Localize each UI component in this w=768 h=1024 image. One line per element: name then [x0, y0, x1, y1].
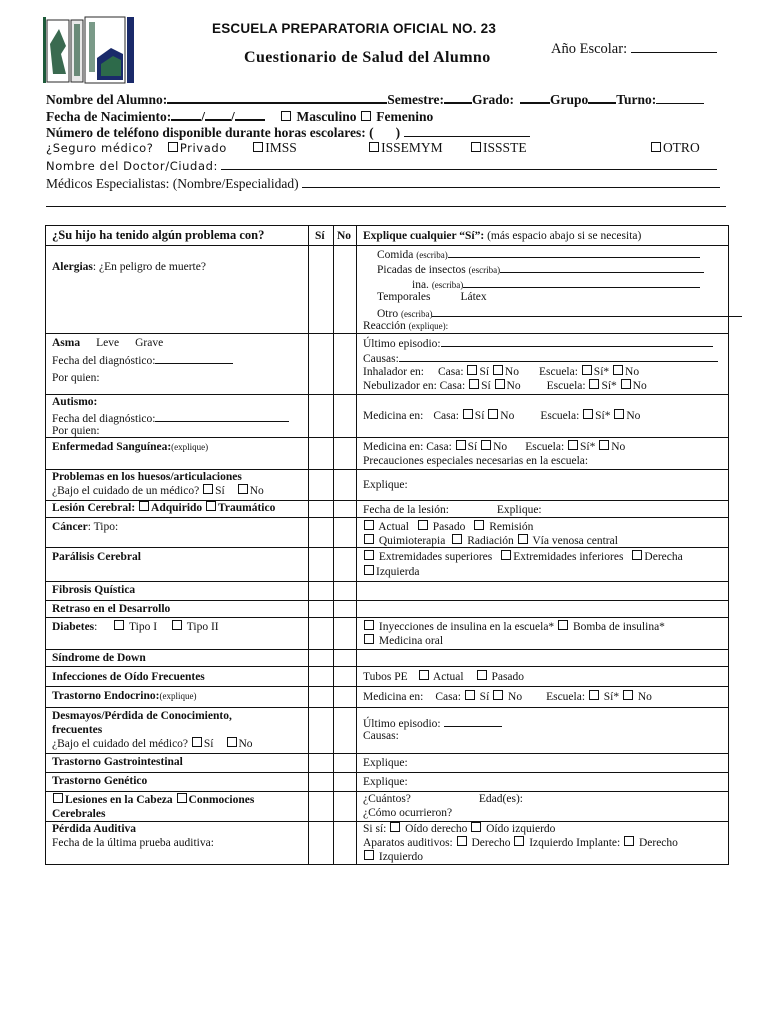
allergy-seasonal-row [377, 290, 487, 304]
brain-injury-label: Lesión Cerebral: [52, 502, 136, 514]
nebulizer-school-label: Escuela: [546, 380, 586, 392]
autism-medicine-row [363, 409, 640, 423]
date-slash-2: / [230, 109, 235, 124]
allergy-medicine-hint: (escriba) [431, 280, 464, 290]
row-divider [46, 666, 728, 667]
endocrine-home-no-checkbox[interactable] [493, 690, 503, 700]
blood-school-label: Escuela: [525, 441, 565, 453]
blood-school-no-checkbox[interactable] [599, 440, 609, 450]
autism-school-yes: Sí* [595, 410, 611, 422]
bone-care-no-checkbox[interactable] [238, 484, 248, 494]
aid-left-implant-label: Izquierdo Implante: [529, 837, 621, 849]
allergy-other-label: Otro [377, 308, 399, 320]
allergy-insects-hint: (escriba) [468, 265, 501, 275]
blood-home-yes: Sí [467, 441, 478, 453]
row-divider [46, 581, 728, 582]
diabetes-label: Diabetes [52, 621, 95, 633]
issste-label: ISSSTE [483, 140, 527, 155]
school-logo-graphic [41, 14, 136, 86]
left-ear-checkbox[interactable] [471, 822, 481, 832]
fainting-care-yes: Sí [203, 738, 214, 750]
head-count-row [363, 792, 523, 806]
cancer-remission-checkbox[interactable] [474, 520, 484, 530]
autism-home-yes-checkbox[interactable] [463, 409, 473, 419]
pe-tubes-current: Actual [432, 671, 464, 683]
insulin-injections-checkbox[interactable] [364, 620, 374, 630]
blood-home-no-checkbox[interactable] [481, 440, 491, 450]
oral-medicine-label: Medicina oral [378, 635, 444, 647]
specialists-row [46, 175, 720, 192]
hearing-ear-row [363, 822, 555, 836]
school-name: ESCUELA PREPARATORIA OFICIAL NO. 23 [212, 21, 497, 36]
row-divider [46, 333, 728, 334]
developmental-delay-label: Retraso en el Desarrollo [52, 603, 171, 615]
row-divider [46, 617, 728, 618]
down-syndrome-label: Síndrome de Down [52, 652, 146, 664]
injury-explain-label: Explique: [496, 504, 542, 516]
asthma-last-episode-input[interactable] [441, 335, 713, 347]
table-header-explain-rest: (más espacio abajo si se necesita) [487, 230, 642, 242]
cancer-status-row [363, 520, 533, 534]
left-ear-label: Oído izquierdo [486, 823, 556, 835]
blood-home-yes-checkbox[interactable] [456, 440, 466, 450]
inhaler-home-yes: Sí [479, 366, 490, 378]
autism-school-yes-checkbox[interactable] [583, 409, 593, 419]
fainting-care-row [52, 737, 253, 751]
blood-precautions: Precauciones especiales necesarias en la escuela: [363, 455, 589, 467]
inhaler-school-no-checkbox[interactable] [613, 365, 623, 375]
type2-checkbox[interactable] [172, 620, 182, 630]
allergies-label [52, 260, 206, 274]
hearing-aids-row [363, 836, 678, 850]
inhaler-label: Inhalador en: [363, 366, 424, 378]
bone-care-yes: Sí [215, 485, 225, 497]
endocrine-hint: (explique) [159, 691, 197, 701]
cerebral-label: Cerebrales [52, 808, 106, 820]
phone-input[interactable] [404, 124, 530, 137]
table-header-question: ¿Su hijo ha tenido algún problema con? [52, 228, 265, 242]
birthdate-row [46, 107, 433, 125]
allergy-food-label: Comida [377, 249, 414, 261]
endocrine-school-no-checkbox[interactable] [623, 690, 633, 700]
gastro-explain: Explique: [363, 757, 408, 769]
cerebral-palsy-label: Parálisis Cerebral [52, 551, 141, 563]
inhaler-row [363, 365, 639, 379]
endocrine-medicine-label: Medicina en: [363, 691, 424, 703]
brain-injury-traumatic: Traumático [218, 502, 276, 514]
group-label: Grupo [550, 92, 589, 107]
fainting-care-no: No [238, 738, 253, 750]
gastro-label: Trastorno Gastrointestinal [52, 756, 183, 768]
allergy-seasonal-label: Temporales [377, 291, 431, 303]
fainting-care-no-checkbox[interactable] [227, 737, 237, 747]
endocrine-school-yes: Sí* [603, 691, 620, 703]
insulin-pump-label: Bomba de insulina* [572, 621, 665, 633]
bone-care-no: No [249, 485, 264, 497]
endocrine-medicine-row [363, 690, 652, 704]
injury-date-label: Fecha de la lesión: [363, 504, 449, 516]
cancer-current-checkbox[interactable] [364, 520, 374, 530]
bone-problems-label: Problemas en los huesos/articulaciones [52, 471, 242, 483]
cancer-past: Pasado [432, 521, 466, 533]
asthma-diagnosis-row [52, 352, 233, 368]
pe-tubes-past: Pasado [491, 671, 525, 683]
specialists-label: Médicos Especialistas: (Nombre/Especialidad) [46, 176, 299, 191]
allergy-reaction-label: Reacción [363, 320, 406, 332]
pe-tubes-current-checkbox[interactable] [419, 670, 429, 680]
right-side-label: Derecha [644, 551, 683, 563]
school-year-label: Año Escolar: [551, 41, 628, 57]
asthma-by-whom: Por quien: [52, 372, 100, 384]
asthma-causes-row [363, 350, 718, 366]
type2-label: Tipo II [186, 621, 219, 633]
oral-medicine-row [363, 634, 443, 648]
fainting-care-yes-checkbox[interactable] [192, 737, 202, 747]
palsy-limbs-row [363, 550, 683, 564]
hearing-loss-label: Pérdida Auditiva [52, 823, 137, 835]
palsy-left-row [363, 565, 419, 579]
date-slash-1: / [201, 109, 205, 124]
asthma-last-episode-row [363, 335, 713, 351]
birth-day-input[interactable] [171, 107, 201, 121]
autism-home-yes: Sí [474, 410, 485, 422]
row-divider [46, 649, 728, 650]
autism-label: Autismo: [52, 396, 98, 408]
female-label: Femenino [376, 109, 434, 124]
nebulizer-home-no: No [506, 380, 521, 392]
grade-label: Grado: [472, 92, 514, 107]
shift-label: Turno: [616, 92, 657, 107]
endocrine-home-yes: Sí [479, 691, 490, 703]
allergy-food-input[interactable] [448, 246, 700, 258]
bone-explain: Explique: [363, 479, 408, 491]
allergy-medicine-label: ina. [412, 279, 429, 291]
row-divider [46, 772, 728, 773]
pe-tubes-past-checkbox[interactable] [477, 670, 487, 680]
lower-limbs-checkbox[interactable] [501, 550, 511, 560]
insurance-row [46, 140, 700, 156]
school-logo [41, 14, 136, 86]
issemym-checkbox[interactable] [369, 142, 379, 152]
radiation-checkbox[interactable] [452, 534, 462, 544]
left-side-label: Izquierda [376, 566, 420, 578]
shift-input[interactable] [656, 91, 704, 104]
male-checkbox[interactable] [281, 111, 291, 121]
inhaler-school-no: No [625, 366, 640, 378]
birth-year-input[interactable] [235, 107, 265, 121]
insulin-injections-label: Inyecciones de insulina en la escuela* [378, 621, 555, 633]
row-divider [46, 394, 728, 395]
asthma-last-episode-label: Último episodio: [363, 338, 441, 350]
allergy-other-hint: (escriba) [400, 309, 433, 319]
blood-home-no: No [493, 441, 508, 453]
blood-school-yes-checkbox[interactable] [568, 440, 578, 450]
concussions-label: Conmociones [188, 794, 255, 806]
head-injuries-label: Lesiones en la Cabeza [65, 794, 173, 806]
insulin-pump-checkbox[interactable] [558, 620, 568, 630]
implant-left-checkbox[interactable] [364, 850, 374, 860]
cancer-treatment-row [363, 534, 618, 548]
nebulizer-row [363, 379, 647, 393]
inhaler-school-label: Escuela: [538, 366, 578, 378]
phone-row [46, 124, 530, 141]
upper-limbs-checkbox[interactable] [364, 550, 374, 560]
inhaler-home-no-checkbox[interactable] [493, 365, 503, 375]
blood-disease-label: Enfermedad Sanguínea: [52, 441, 172, 453]
phone-label: Número de teléfono disponible durante horas escolares: ( [46, 125, 374, 140]
bone-care-row [52, 484, 264, 498]
inhaler-home-no: No [504, 366, 519, 378]
lower-limbs-label: Extremidades inferiores [513, 551, 624, 563]
endocrine-school-yes-checkbox[interactable] [589, 690, 599, 700]
endocrine-home-no: No [508, 691, 523, 703]
autism-home-no: No [500, 410, 515, 422]
inhaler-school-yes-checkbox[interactable] [582, 365, 592, 375]
brain-injury-acquired-checkbox[interactable] [139, 501, 149, 511]
cystic-fibrosis-label: Fibrosis Quística [52, 584, 136, 596]
chemo-checkbox[interactable] [364, 534, 374, 544]
allergy-reaction-row [363, 319, 448, 333]
cancer-current: Actual [378, 521, 409, 533]
fainting-last-label: Último episodio: [363, 718, 441, 730]
autism-medicine-label: Medicina en: [363, 410, 424, 422]
table-header-explain-bold: Explique cualquier “Sí”: [363, 230, 485, 242]
head-injuries-checkbox[interactable] [53, 793, 63, 803]
nebulizer-school-no: No [632, 380, 647, 392]
private-checkbox[interactable] [168, 142, 178, 152]
col-divider-si [308, 226, 309, 864]
inhaler-home-yes-checkbox[interactable] [467, 365, 477, 375]
asthma-mild-label[interactable]: Leve [96, 337, 120, 349]
nebulizer-school-yes-checkbox[interactable] [589, 379, 599, 389]
autism-school-no-checkbox[interactable] [614, 409, 624, 419]
nebulizer-home-no-checkbox[interactable] [495, 379, 505, 389]
implant-right-label: Derecho [638, 837, 678, 849]
bone-care-label: ¿Bajo el cuidado de un médico? [52, 485, 200, 497]
group-input[interactable] [588, 90, 616, 104]
endocrine-label-row [52, 689, 196, 703]
autism-home-label: Casa: [433, 410, 459, 422]
nebulizer-school-yes: Sí* [601, 380, 617, 392]
table-header-si: Sí [315, 230, 325, 242]
specialists-extra-line[interactable] [46, 206, 726, 207]
diabetes-row [52, 620, 219, 634]
health-questionnaire-table [45, 225, 729, 865]
type1-label: Tipo I [129, 621, 158, 633]
issste-checkbox[interactable] [471, 142, 481, 152]
cancer-past-checkbox[interactable] [418, 520, 428, 530]
autism-home-no-checkbox[interactable] [488, 409, 498, 419]
student-name-row [46, 90, 704, 108]
ear-infections-label: Infecciones de Oído Frecuentes [52, 671, 205, 683]
asthma-label: Asma [52, 337, 81, 349]
genetic-label: Trastorno Genético [52, 775, 148, 787]
aid-right-label: Derecho [471, 837, 511, 849]
autism-diagnosis-label: Fecha del diagnóstico: [52, 413, 156, 425]
fainting-last-input[interactable] [444, 715, 502, 727]
injury-date-row [363, 503, 542, 517]
right-side-checkbox[interactable] [632, 550, 642, 560]
hearing-aids-label: Aparatos auditivos: [363, 837, 453, 849]
allergy-other-input[interactable] [432, 305, 742, 317]
allergy-insects-label: Picadas de insectos [377, 264, 466, 276]
allergy-insects-row [377, 261, 704, 277]
other-insurance-checkbox[interactable] [651, 142, 661, 152]
form-title: Cuestionario de Salud del Alumno [244, 49, 491, 66]
asthma-diagnosis-input[interactable] [155, 352, 233, 364]
school-year-input-line[interactable] [631, 38, 717, 53]
endocrine-school-label: Escuela: [546, 691, 586, 703]
imss-checkbox[interactable] [253, 142, 263, 152]
insulin-row [363, 620, 665, 634]
cancer-label-bold: Cáncer [52, 521, 88, 533]
blood-disease-hint: (explique) [171, 442, 209, 452]
blood-disease-label-row [52, 440, 208, 454]
inhaler-home-label: Casa: [438, 366, 464, 378]
diabetes-colon: : [94, 621, 98, 633]
cancer-label [52, 520, 118, 534]
grade-input[interactable] [520, 90, 550, 104]
allergy-insects-input[interactable] [500, 261, 704, 273]
asthma-causes-label: Causas: [363, 353, 399, 365]
col-divider-explain [356, 226, 357, 864]
fainting-label-1: Desmayos/Pérdida de Conocimiento, [52, 710, 232, 722]
implant-left-row [363, 850, 423, 864]
type1-checkbox[interactable] [114, 620, 124, 630]
row-divider [46, 753, 728, 754]
phone-close: ) [395, 125, 401, 140]
nebulizer-home-label: Casa: [439, 380, 466, 392]
row-divider [46, 686, 728, 687]
brain-injury-row [52, 501, 275, 515]
aid-right-checkbox[interactable] [457, 836, 467, 846]
implant-right-checkbox[interactable] [624, 836, 634, 846]
male-label: Masculino [296, 109, 357, 124]
semester-label: Semestre: [387, 92, 444, 107]
pe-tubes-label: Tubos PE [363, 671, 408, 683]
insurance-label: ¿Seguro médico? [46, 141, 154, 155]
row-divider [46, 600, 728, 601]
oral-medicine-checkbox[interactable] [364, 634, 374, 644]
blood-medicine-label: Medicina en: Casa: [363, 441, 452, 453]
birthdate-label: Fecha de Nacimiento: [46, 109, 172, 124]
radiation-label: Radiación [467, 535, 514, 547]
aid-left-checkbox[interactable] [514, 836, 524, 846]
head-ages-label: Edad(es): [478, 793, 523, 805]
concussions-checkbox[interactable] [177, 793, 187, 803]
table-header-no: No [337, 230, 352, 242]
private-label: Privado [179, 141, 227, 155]
endocrine-label: Trastorno Endocrino: [52, 690, 160, 702]
school-year-field[interactable] [551, 38, 717, 58]
other-insurance-label: OTRO [662, 140, 700, 155]
nebulizer-home-yes-checkbox[interactable] [469, 379, 479, 389]
allergy-latex-label: Látex [460, 291, 487, 303]
autism-school-no: No [626, 410, 641, 422]
asthma-causes-input[interactable] [399, 350, 718, 362]
doctor-label: Nombre del Doctor/Ciudad: [46, 159, 218, 173]
issemym-label: ISSEMYM [381, 140, 443, 155]
central-line-label: Vía venosa central [532, 535, 618, 547]
fainting-label-2: frecuentes [52, 724, 103, 736]
allergy-food-row [377, 246, 700, 262]
right-ear-label: Oído derecho [405, 823, 468, 835]
doctor-row [46, 157, 717, 174]
implant-left-label: Izquierdo [378, 851, 423, 863]
hearing-test-date: Fecha de la última prueba auditiva: [52, 837, 214, 849]
central-line-checkbox[interactable] [518, 534, 528, 544]
autism-diagnosis-input[interactable] [155, 410, 289, 422]
fainting-care-label: ¿Bajo el cuidado del médico? [52, 738, 189, 750]
left-side-checkbox[interactable] [364, 565, 374, 575]
asthma-label-row [52, 336, 163, 350]
nebulizer-school-no-checkbox[interactable] [621, 379, 631, 389]
head-injuries-row [52, 793, 254, 807]
row-divider [46, 517, 728, 518]
brain-injury-acquired: Adquirido [151, 502, 203, 514]
student-name-label: Nombre del Alumno: [46, 92, 168, 107]
col-divider-no [333, 226, 334, 864]
row-divider [46, 707, 728, 708]
inhaler-school-yes: Sí* [593, 366, 610, 378]
allergy-food-hint: (escriba) [416, 250, 448, 260]
genetic-explain: Explique: [363, 776, 408, 788]
head-how: ¿Cómo ocurrieron? [363, 807, 453, 819]
bone-care-yes-checkbox[interactable] [203, 484, 213, 494]
endocrine-school-no: No [637, 691, 652, 703]
chemo-label: Quimioterapia [378, 535, 446, 547]
allergies-label-bold: Alergias [52, 261, 93, 273]
upper-limbs-label: Extremidades superiores [378, 551, 493, 563]
blood-medicine-row [363, 440, 625, 454]
autism-by-whom: Por quien: [52, 425, 100, 437]
cancer-label-rest: : Tipo: [87, 521, 119, 533]
asthma-severe-label[interactable]: Grave [135, 337, 164, 349]
autism-school-label: Escuela: [540, 410, 580, 422]
pe-tubes-row [363, 670, 524, 684]
allergies-label-rest: : ¿En peligro de muerte? [92, 261, 206, 273]
nebulizer-home-yes: Sí [481, 380, 491, 392]
specialists-input[interactable] [302, 175, 720, 188]
row-divider [46, 437, 728, 438]
semester-input[interactable] [444, 90, 472, 104]
blood-school-yes: Sí* [580, 441, 596, 453]
student-name-input[interactable] [167, 90, 387, 104]
imss-label: IMSS [265, 140, 297, 155]
head-count-label: ¿Cuántos? [363, 793, 411, 805]
fainting-causes: Causas: [363, 730, 399, 742]
cancer-remission: Remisión [489, 521, 534, 533]
endocrine-home-yes-checkbox[interactable] [465, 690, 475, 700]
right-ear-checkbox[interactable] [390, 822, 400, 832]
female-checkbox[interactable] [361, 111, 371, 121]
nebulizer-label: Nebulizador en: [363, 380, 437, 392]
endocrine-home-label: Casa: [435, 691, 461, 703]
doctor-input[interactable] [221, 157, 717, 170]
table-header-explain [363, 229, 641, 243]
blood-school-no: No [611, 441, 626, 453]
allergy-reaction-hint: (explique): [408, 321, 449, 331]
allergy-medicine-input[interactable] [463, 276, 700, 288]
brain-injury-traumatic-checkbox[interactable] [206, 501, 216, 511]
birth-month-input[interactable] [205, 107, 231, 121]
hearing-if-yes: Si sí: [363, 823, 387, 835]
asthma-diagnosis-label: Fecha del diagnóstico: [52, 355, 156, 367]
